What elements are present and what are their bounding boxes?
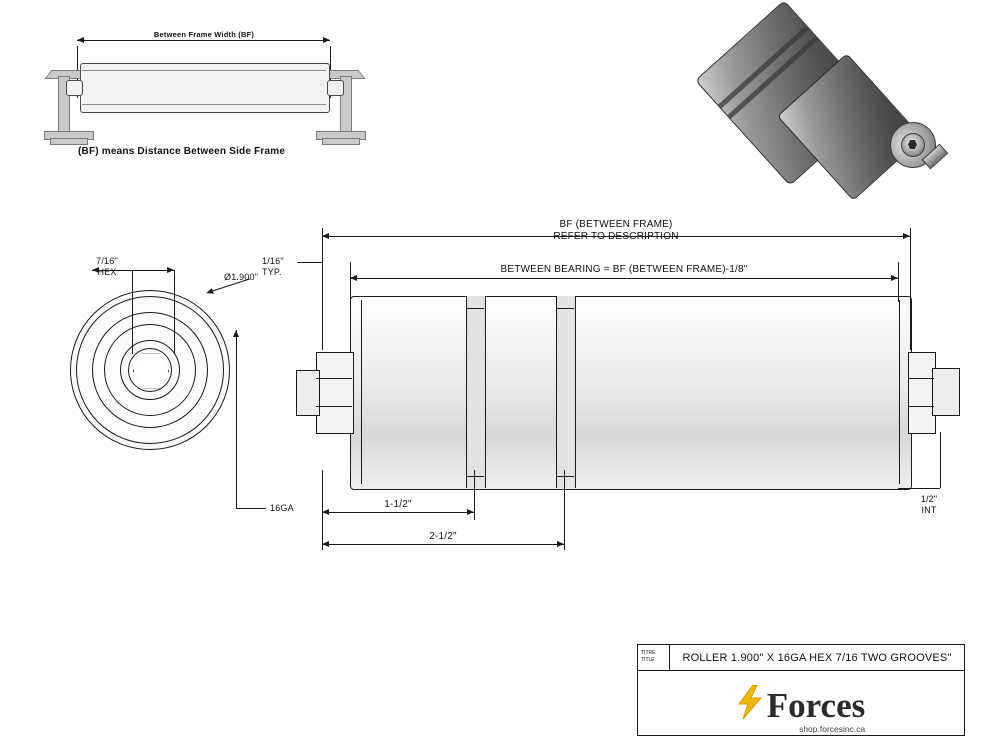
- title-block-label-fr: TITRE: [641, 650, 656, 656]
- title-block-label: [638, 645, 670, 670]
- typ-label-line1: 1/16": [262, 256, 284, 266]
- gauge-leader-line: [236, 508, 266, 509]
- inset-roller-shadow: [82, 104, 326, 105]
- between-bearing-label: BETWEEN BEARING = BF (BETWEEN FRAME)-1/8": [500, 264, 748, 275]
- bearing-housing-left: [316, 352, 354, 434]
- bb-ext-right: [898, 262, 899, 302]
- inset-dim-line: [77, 40, 330, 41]
- groove-2: [556, 296, 576, 488]
- groove-1: [466, 296, 486, 488]
- int-label-line1: 1/2": [920, 494, 938, 504]
- d2-ext-right: [564, 470, 565, 550]
- bb-arrow-right: [891, 275, 898, 281]
- hex-label-text: HEX: [97, 267, 117, 277]
- gauge-label: 16GA: [270, 503, 294, 513]
- tube-wall-right: [899, 300, 900, 484]
- groove-1-top-edge: [466, 308, 484, 309]
- shaft-left: [296, 370, 320, 416]
- hex-ext-line-right: [174, 270, 175, 354]
- groove-1-bottom-edge: [466, 476, 484, 477]
- bf-ext-right: [910, 228, 911, 350]
- tube-wall-left: [361, 300, 362, 484]
- groove-span-label: 2-1/2": [429, 531, 457, 542]
- d2-dim-line: [322, 544, 564, 545]
- bearing-left-line-2: [316, 406, 352, 407]
- bb-ext-left: [350, 262, 351, 302]
- inset-roller-highlight: [82, 70, 326, 71]
- d2-arrow-left: [322, 541, 329, 547]
- diameter-label: Ø1.900": [224, 272, 259, 282]
- inset-frame-left-foot: [50, 138, 88, 145]
- gauge-ext-line: [236, 330, 237, 508]
- shaft-right: [932, 368, 960, 416]
- title-block: [637, 644, 965, 736]
- inset-arrow-left: [77, 37, 84, 43]
- logo-website: shop.forcesinc.ca: [799, 723, 866, 734]
- inset-dimension-label: Between Frame Width (BF): [153, 30, 255, 39]
- bearing-right-line-2: [908, 406, 934, 407]
- int-label-line2: INT: [921, 505, 937, 515]
- int-leader-line: [898, 488, 940, 489]
- inset-shaft-left: [66, 80, 83, 96]
- title-block-title-row: [638, 645, 964, 671]
- lightning-bolt-icon: [737, 685, 763, 719]
- logo-wordmark: Forces: [766, 685, 866, 725]
- bf-label-line2: REFER TO DESCRIPTION: [553, 231, 679, 242]
- bearing-right-line-1: [908, 378, 934, 379]
- d1-dim-line: [322, 512, 474, 513]
- d2-arrow-right: [557, 541, 564, 547]
- bb-arrow-left: [350, 275, 357, 281]
- gauge-arrow: [233, 330, 239, 337]
- bf-arrow-right: [903, 233, 910, 239]
- int-ext-line: [940, 432, 941, 488]
- inset-caption: (BF) means Distance Between Side Frame: [78, 146, 286, 157]
- bf-label-line1: BF (BETWEEN FRAME): [559, 219, 673, 230]
- inset-shaft-right: [327, 80, 344, 96]
- roller-body-side-view: [350, 296, 912, 490]
- inset-frame-right-foot: [322, 138, 360, 145]
- roller-3d-render: [715, 10, 960, 185]
- d1-ext-right: [474, 470, 475, 520]
- groove-2-top-edge: [556, 308, 574, 309]
- bearing-left-line-1: [316, 378, 352, 379]
- bf-ext-left: [322, 228, 323, 350]
- inset-frame-diagram: [30, 18, 360, 168]
- render-groove-1: [718, 26, 809, 109]
- d1-arrow-right: [467, 509, 474, 515]
- drawing-title: ROLLER 1.900" X 16GA HEX 7/16 TWO GROOVES": [682, 651, 952, 664]
- title-block-label-en: TITLE: [641, 657, 655, 663]
- end-view: [70, 290, 245, 465]
- hex-label-size: 7/16": [96, 256, 118, 266]
- d1-arrow-left: [322, 509, 329, 515]
- bb-dim-line: [350, 278, 898, 279]
- company-logo: [638, 671, 964, 736]
- inset-arrow-right: [323, 37, 330, 43]
- typ-label-line2: TYP.: [262, 267, 282, 277]
- bf-arrow-left: [322, 233, 329, 239]
- hex-dim-arrow-right: [167, 267, 174, 273]
- groove-2-bottom-edge: [556, 476, 574, 477]
- groove-offset-label: 1-1/2": [384, 499, 412, 510]
- typ-leader-line: [297, 262, 323, 263]
- hex-ext-line-left: [132, 270, 133, 354]
